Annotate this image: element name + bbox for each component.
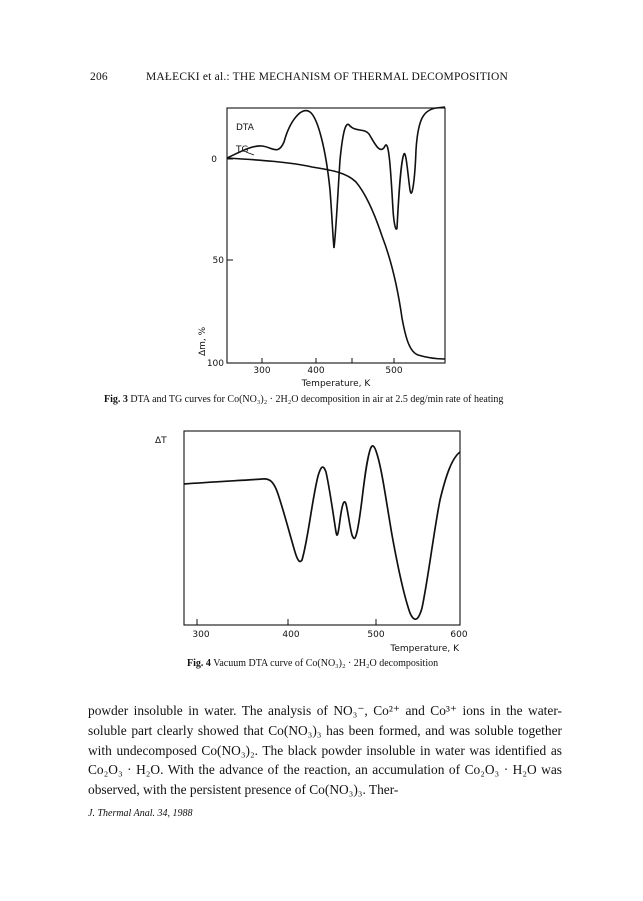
- fig3-xtick-label-300: 300: [253, 366, 271, 376]
- fig4-x-axis-label: Temperature, K: [390, 644, 459, 654]
- fig4-xtick-label-600: 600: [450, 630, 468, 640]
- running-title: MAŁECKI et al.: THE MECHANISM OF THERMAL DECOMPOSITION: [146, 71, 508, 83]
- fig3-y-axis-label: Δm, %: [198, 326, 208, 356]
- fig4-caption-text: Vacuum DTA curve of Co(NO₃)₂ · 2H₂O decomposition: [213, 658, 439, 669]
- fig3-text: [198, 123, 403, 389]
- fig4-y-axis-label: ΔT: [155, 436, 167, 446]
- fig3-dta-curve: [227, 107, 445, 248]
- page-number: 206: [90, 71, 108, 83]
- fig3-caption: [104, 394, 503, 405]
- fig3-ytick-label-50: 50: [212, 256, 224, 266]
- journal-footer: J. Thermal Anal. 34, 1988: [88, 808, 193, 819]
- figure-3: [227, 107, 445, 363]
- fig4-xtick-label-300: 300: [192, 630, 210, 640]
- fig3-caption-text: DTA and TG curves for Co(NO₃)₂ · 2H₂O decomposition in air at 2.5 deg/min rate of heating: [130, 394, 504, 405]
- fig4-dta-curve: [184, 446, 460, 619]
- fig4-text: [155, 436, 468, 654]
- fig3-xtick-label-500: 500: [385, 366, 403, 376]
- fig4-xtick-label-500: 500: [367, 630, 385, 640]
- fig4-caption: [187, 658, 438, 669]
- figure-4: [184, 431, 460, 625]
- fig3-caption-label: Fig. 3: [104, 394, 128, 405]
- fig4-caption-label: Fig. 4: [187, 658, 211, 669]
- fig3-ytick-label-100: 100: [206, 359, 224, 369]
- fig3-dta-label: DTA: [236, 123, 254, 133]
- fig4-xtick-label-400: 400: [282, 630, 300, 640]
- body-paragraph: powder insoluble in water. The analysis of NO₃⁻, Co²⁺ and Co³⁺ ions in the water-soluble part clearly showed that Co(NO₃)₃ has been formed, and was soluble together with undecomposed Co(NO₃)₂. The black powder insoluble in water was identified as Co₂O₃ · H₂O. With the advance of the reaction, an accumulation of Co₂O₃ · H₂O was observed, with the persistent presence of Co(NO₃)₃. Ther-: [88, 703, 562, 798]
- fig3-ytick-label-0: 0: [211, 155, 217, 165]
- fig3-xtick-label-400: 400: [307, 366, 325, 376]
- fig3-x-axis-label: Temperature, K: [301, 379, 371, 389]
- fig4-frame: [184, 431, 460, 625]
- fig3-tg-label: TG: [236, 145, 249, 155]
